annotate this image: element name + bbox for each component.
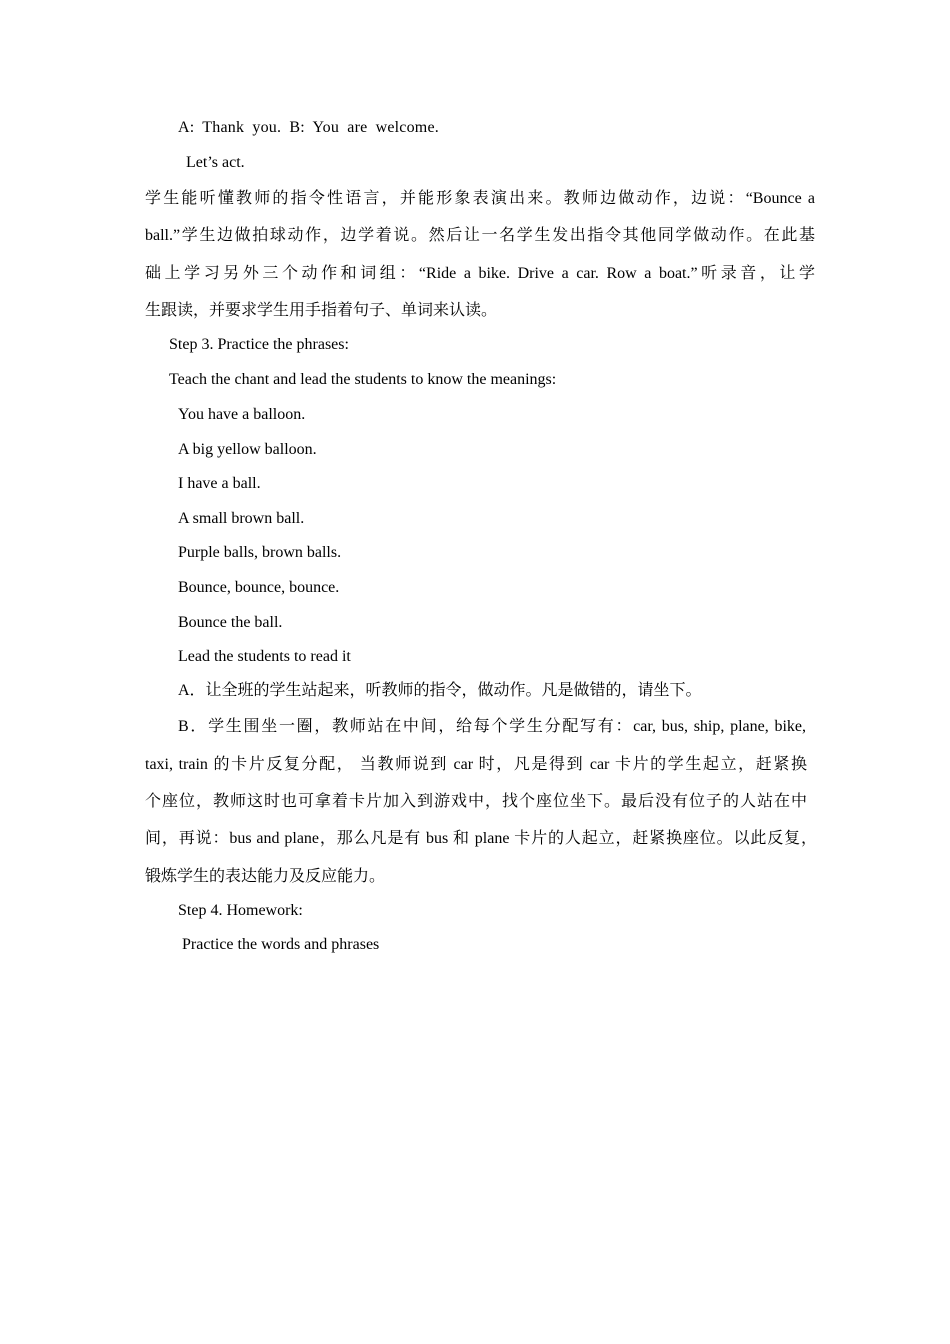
paragraph-line: 础上学习另外三个动作和词组：“Ride a bike. Drive a car. Row a boat.”听录音，让学 <box>145 265 815 282</box>
paragraph-line: 学生能听懂教师的指令性语言，并能形象表演出来。教师边做动作，边说：“Bounce a <box>145 190 815 207</box>
chant-line: A small brown ball. <box>178 510 305 527</box>
chant-line: You have a balloon. <box>178 406 306 423</box>
activity-b-line: 间，再说：bus and plane，那么凡是有 bus 和 plane 卡片的人起立，赶紧换座位。以此反复， <box>145 830 817 847</box>
chant-line: Bounce, bounce, bounce. <box>178 579 340 596</box>
chant-line: Purple balls, brown balls. <box>178 544 342 561</box>
activity-b-line: B．学生围坐一圈，教师站在中间，给每个学生分配写有：car, bus, ship, plane, bike, <box>178 718 806 735</box>
activity-b-line: taxi, train 的卡片反复分配， 当教师说到 car 时，凡是得到 car 卡片的学生起立，赶紧换 <box>145 756 807 773</box>
lets-act-heading: Let’s act. <box>186 154 245 171</box>
activity-b-line: 个座位，教师这时也可拿着卡片加入到游戏中，找个座位坐下。最后没有位子的人站在中 <box>145 793 807 810</box>
chant-line: Bounce the ball. <box>178 614 283 631</box>
activity-b-line: 锻炼学生的表达能力及反应能力。 <box>145 868 386 885</box>
step-3-heading: Step 3. Practice the phrases: <box>169 336 349 353</box>
activity-a-line: A．让全班的学生站起来，听教师的指令，做动作。凡是做错的，请坐下。 <box>178 682 702 699</box>
dialog-line: A: Thank you. B: You are welcome. <box>178 119 439 136</box>
homework-line: Practice the words and phrases <box>182 936 380 953</box>
paragraph-line: ball.”学生边做拍球动作，边学着说。然后让一名学生发出指令其他同学做动作。在此基 <box>145 227 815 244</box>
step-4-heading: Step 4. Homework: <box>178 902 303 919</box>
instruction-line: Teach the chant and lead the students to know the meanings: <box>169 371 557 388</box>
paragraph-line: 生跟读，并要求学生用手指着句子、单词来认读。 <box>145 302 498 319</box>
chant-line: I have a ball. <box>178 475 261 492</box>
instruction-line: Lead the students to read it <box>178 648 351 665</box>
chant-line: A big yellow balloon. <box>178 441 317 458</box>
